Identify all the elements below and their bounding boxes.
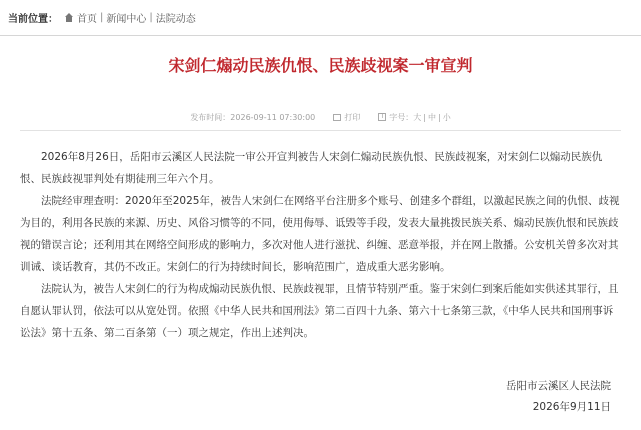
breadcrumb-separator: | — [100, 12, 104, 23]
publish-time: 发布时间：2026-09-11 07:30:00 — [190, 112, 316, 122]
font-size-control — [378, 112, 450, 123]
breadcrumb-label: 当前位置： — [8, 14, 58, 25]
breadcrumb-court-news-link[interactable]: 法院动态 — [155, 14, 196, 25]
signature-date: 2026年9月11日 — [532, 401, 611, 413]
font-large-button[interactable]: 大 — [413, 112, 422, 122]
print-button[interactable] — [333, 112, 360, 123]
breadcrumb-separator: | — [149, 12, 153, 23]
article-body — [20, 146, 621, 344]
font-size-label: 字号： — [389, 112, 414, 122]
breadcrumb — [0, 0, 641, 36]
font-size-icon: T — [378, 113, 386, 121]
article-signature — [506, 376, 611, 418]
breadcrumb-news-center-link[interactable]: 新闻中心 — [106, 14, 147, 25]
article-paragraph: 法院经审理查明：2020年至2025年，被告人宋剑仁在网络平台注册多个账号、创建多个群组，以激起民族之间的仇恨、歧视为目的，利用各民族的来源、历史、风俗习惯等的不同，使用侮辱、诋毁等手段，发表大量挑拨民族关系、煽动民族仇恨和民族歧视的错误言论；还利用其在网络空间形成的影响力，多次对他人进行滋扰、纠缠、恶意举报，并在网上散播。公安机关曾多次对其训诫、谈话教育，其仍不改正。宋剑仁的行为持续时间长，影响范围广，造成重大恶劣影响。 — [20, 195, 620, 273]
print-icon — [333, 114, 341, 121]
article-meta — [20, 108, 621, 126]
home-icon[interactable] — [64, 13, 74, 23]
font-medium-button[interactable]: 中 — [427, 112, 436, 122]
article-title: 宋剑仁煽动民族仇恨、民族歧视案一审宣判 — [168, 56, 473, 75]
font-separator: | — [423, 112, 426, 122]
print-label[interactable]: 打印 — [344, 112, 361, 122]
meta-divider — [20, 130, 621, 131]
breadcrumb-home-link[interactable]: 首页 — [77, 14, 97, 25]
court-name: 岳阳市云溪区人民法院 — [506, 380, 611, 392]
font-small-button[interactable]: 小 — [442, 112, 451, 122]
article-paragraph: 2026年8月26日，岳阳市云溪区人民法院一审公开宣判被告人宋剑仁煽动民族仇恨、民族歧视案，对宋剑仁以煽动民族仇恨、民族歧视罪判处有期徒刑三年六个月。 — [20, 151, 603, 185]
article-paragraph: 法院认为，被告人宋剑仁的行为构成煽动民族仇恨、民族歧视罪，且情节特别严重。鉴于宋剑仁到案后能如实供述其罪行，且自愿认罪认罚，依法可以从宽处罚。依照《中华人民共和国刑法》第二百四十九条、第六十七条第三款，《中华人民共和国刑事诉讼法》第十五条、第二百条第（一）项之规定，作出上述判决。 — [20, 283, 619, 339]
font-separator: | — [437, 112, 441, 122]
